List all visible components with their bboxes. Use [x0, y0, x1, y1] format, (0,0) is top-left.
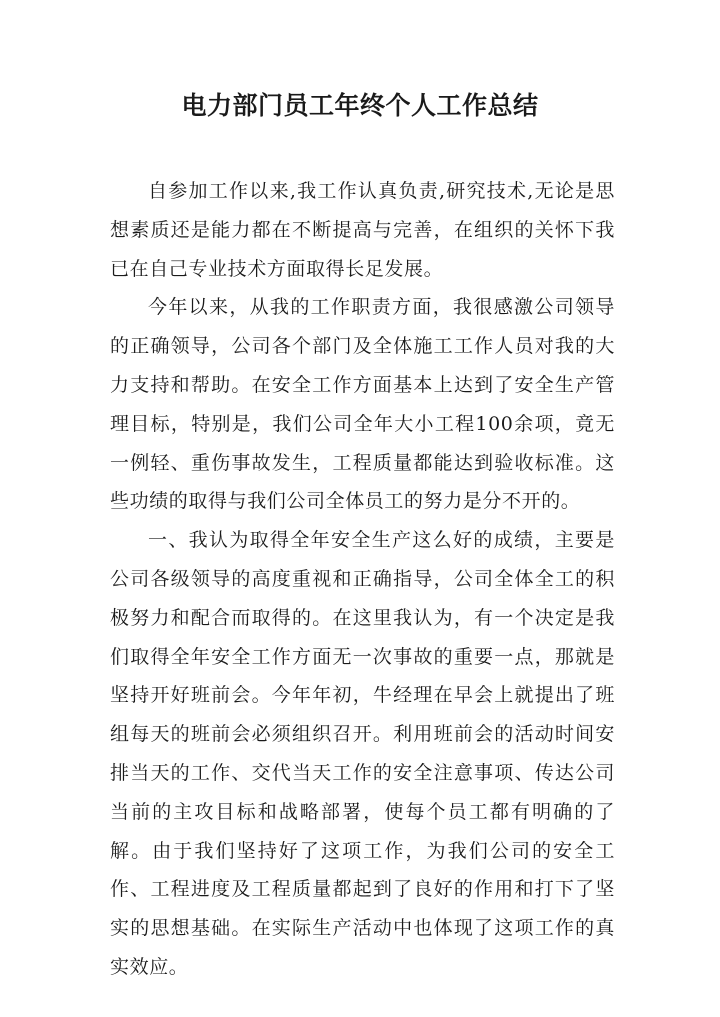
document-body	[110, 172, 615, 987]
document-title: 电力部门员工年终个人工作总结	[181, 91, 539, 120]
paragraph-intro: 自参加工作以来,我工作认真负责,研究技术,无论是思想素质还是能力都在不断提高与完善，在组织的关怀下我已在自己专业技术方面取得长足发展。	[110, 180, 615, 280]
paragraph-safety-achievements: 一、我认为取得全年安全生产这么好的成绩，主要是公司各级领导的高度重视和正确指导，公司全体全工的积极努力和配合而取得的。在这里我认为，有一个决定是我们取得全年安全工作方面无一次事故的重要一点，那就是坚持开好班前会。今年年初，牛经理在早会上就提出了班组每天的班前会必须组织召开。利用班前会的活动时间安排当天的工作、交代当天工作的安全注意事项、传达公司当前的主攻目标和战略部署，使每个员工都有明确的了解。由于我们坚持好了这项工作，为我们公司的安全工作、工程进度及工程质量都起到了良好的作用和打下了坚实的思想基础。在实际生产活动中也体现了这项工作的真实效应。	[110, 529, 615, 978]
paragraph-this-year: 今年以来，从我的工作职责方面，我很感激公司领导的正确领导，公司各个部门及全体施工工作人员对我的大力支持和帮助。在安全工作方面基本上达到了安全生产管理目标，特别是，我们公司全年大小工程100余项，竟无一例轻、重伤事故发生，工程质量都能达到验收标准。这些功绩的取得与我们公司全体员工的努力是分不开的。	[110, 296, 615, 513]
